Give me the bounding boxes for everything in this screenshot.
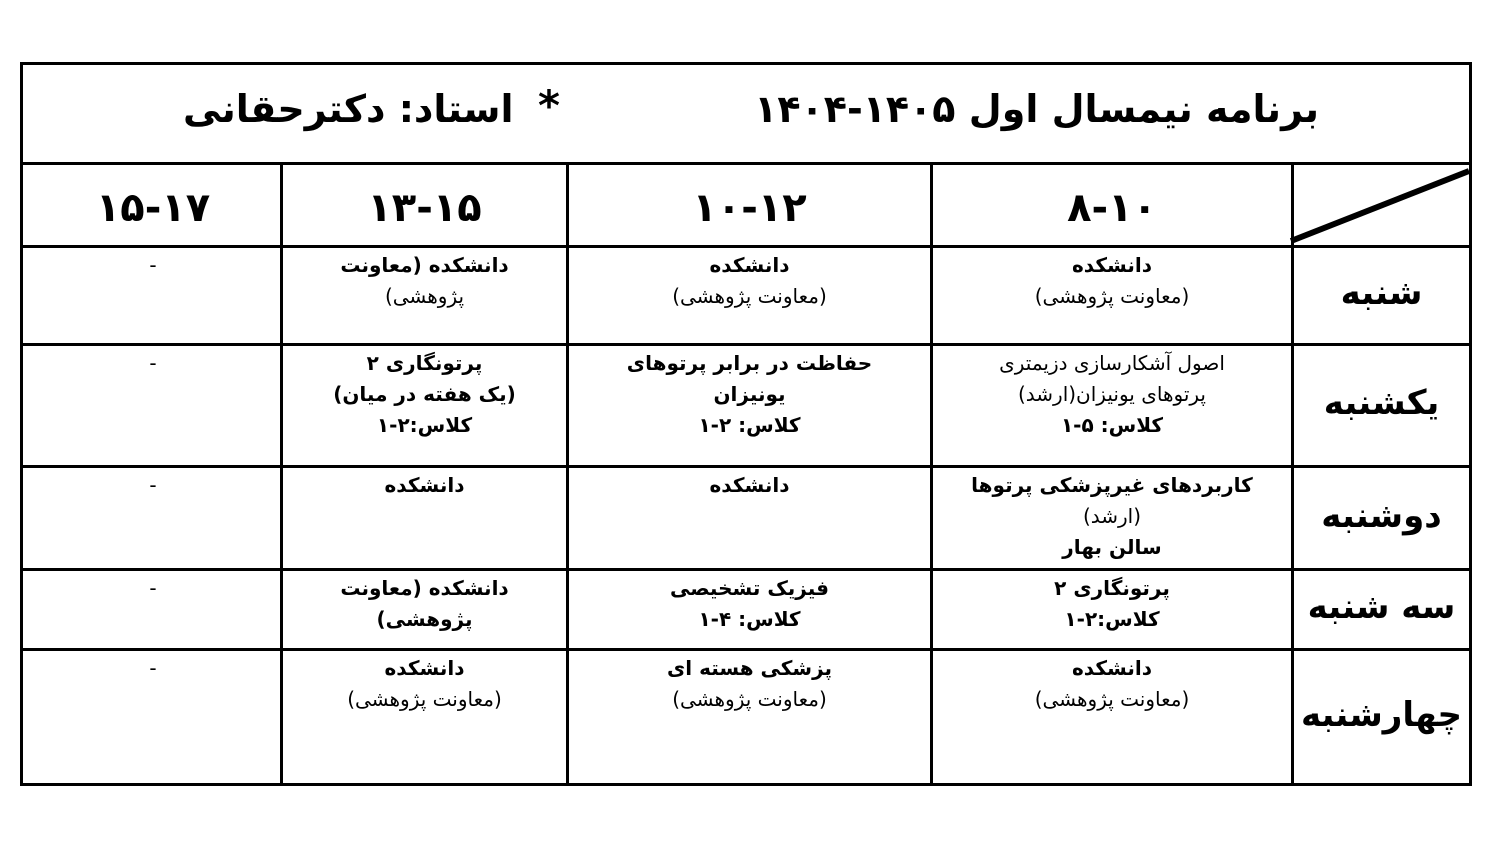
cell-line: دانشکده <box>709 473 790 497</box>
schedule-cell <box>283 470 566 568</box>
star-separator: * <box>538 81 560 130</box>
cell-line: کاربردهای غیرپزشکی پرتوها <box>971 473 1253 497</box>
schedule-cell <box>569 573 930 648</box>
schedule-cell <box>569 250 930 343</box>
schedule-cell <box>283 348 566 465</box>
time-slot-header <box>283 170 566 245</box>
cell-line: (معاونت پژوهشی) <box>347 687 502 711</box>
cell-line: پرتونگاری ۲ <box>1054 576 1170 600</box>
day-label-cell <box>1294 470 1469 568</box>
schedule-cell <box>26 573 280 648</box>
cell-line: پزشکی هسته ای <box>666 656 833 680</box>
cell-line: (یک هفته در میان) <box>333 382 516 406</box>
schedule-cell <box>933 573 1291 648</box>
schedule-table <box>20 62 1472 786</box>
schedule-cell <box>933 348 1291 465</box>
schedule-cell <box>283 653 566 783</box>
cell-line: (معاونت پژوهشی) <box>672 284 827 308</box>
corner-diagonal <box>1287 165 1472 245</box>
row-divider <box>23 343 1469 346</box>
cell-line: پرتونگاری ۲ <box>366 351 483 375</box>
cell-line: - <box>149 576 157 600</box>
schedule-cell <box>569 348 930 465</box>
title-row <box>23 65 1469 165</box>
day-label-cell <box>1294 348 1469 465</box>
cell-line: پژوهشی) <box>376 607 473 631</box>
schedule-cell <box>26 250 280 343</box>
cell-line: پژوهشی) <box>384 284 465 308</box>
time-slot-header <box>933 170 1291 245</box>
cell-line: - <box>149 656 157 680</box>
cell-line: - <box>149 253 157 277</box>
time-slot-header <box>26 170 280 245</box>
cell-line: - <box>149 351 157 375</box>
cell-line: کلاس: ۵-۱ <box>1060 413 1164 437</box>
day-label-cell <box>1294 573 1469 648</box>
day-label: سه شنبه <box>1307 587 1456 627</box>
cell-line: دانشکده (معاونت <box>340 253 509 277</box>
cell-line: کلاس: ۴-۱ <box>698 607 801 631</box>
day-label: یکشنبه <box>1323 383 1440 423</box>
row-divider <box>23 568 1469 571</box>
day-label-cell <box>1294 250 1469 343</box>
cell-line: پرتوهای یونیزان(ارشد) <box>1017 382 1206 406</box>
cell-line: - <box>149 473 157 497</box>
schedule-cell <box>569 653 930 783</box>
schedule-cell <box>569 470 930 568</box>
cell-line: کلاس:۲-۱ <box>376 413 473 437</box>
schedule-cell <box>26 470 280 568</box>
row-divider <box>23 465 1469 468</box>
schedule-cell <box>283 250 566 343</box>
cell-line: کلاس: ۲-۱ <box>698 413 801 437</box>
schedule-cell <box>933 653 1291 783</box>
cell-line: فیزیک تشخیصی <box>669 576 830 600</box>
day-label: دوشنبه <box>1321 495 1442 536</box>
cell-line: دانشکده <box>709 253 790 277</box>
cell-line: کلاس:۲-۱ <box>1064 607 1160 631</box>
time-slot-label: ۱۰-۱۲ <box>692 185 807 231</box>
time-slot-label: ۱۵-۱۷ <box>95 185 211 231</box>
program-title: برنامه نیمسال اول ۱۴۰۵-۱۴۰۴ <box>754 87 1319 131</box>
cell-line: دانشکده <box>1072 656 1152 680</box>
schedule-cell <box>283 573 566 648</box>
day-label: شنبه <box>1340 273 1423 313</box>
schedule-cell <box>933 250 1291 343</box>
cell-line: یونیزان <box>713 382 786 406</box>
cell-line: (ارشد) <box>1082 504 1142 528</box>
time-slot-label: ۱۳-۱۵ <box>367 185 482 231</box>
schedule-cell <box>26 653 280 783</box>
cell-line: (معاونت پژوهشی) <box>672 687 827 711</box>
cell-line: اصول آشکارسازی دزیمتری <box>999 351 1225 375</box>
cell-line: حفاظت در برابر پرتوهای <box>626 351 873 375</box>
schedule-cell <box>26 348 280 465</box>
day-label: چهارشنبه <box>1300 694 1463 735</box>
time-slot-header <box>569 170 930 245</box>
schedule-cell <box>933 470 1291 568</box>
cell-line: (معاونت پژوهشی) <box>1034 284 1190 308</box>
teacher-name: استاد: دکترحقانی <box>183 87 514 131</box>
cell-line: (معاونت پژوهشی) <box>1034 687 1190 711</box>
cell-line: دانشکده <box>384 656 465 680</box>
row-divider <box>23 245 1469 248</box>
cell-line: سالن بهار <box>1062 535 1162 559</box>
cell-line: دانشکده (معاونت <box>340 576 509 600</box>
row-divider <box>23 648 1469 651</box>
cell-line: دانشکده <box>384 473 465 497</box>
day-label-cell <box>1294 653 1469 783</box>
time-slot-label: ۸-۱۰ <box>1067 185 1157 231</box>
cell-line: دانشکده <box>1072 253 1152 277</box>
